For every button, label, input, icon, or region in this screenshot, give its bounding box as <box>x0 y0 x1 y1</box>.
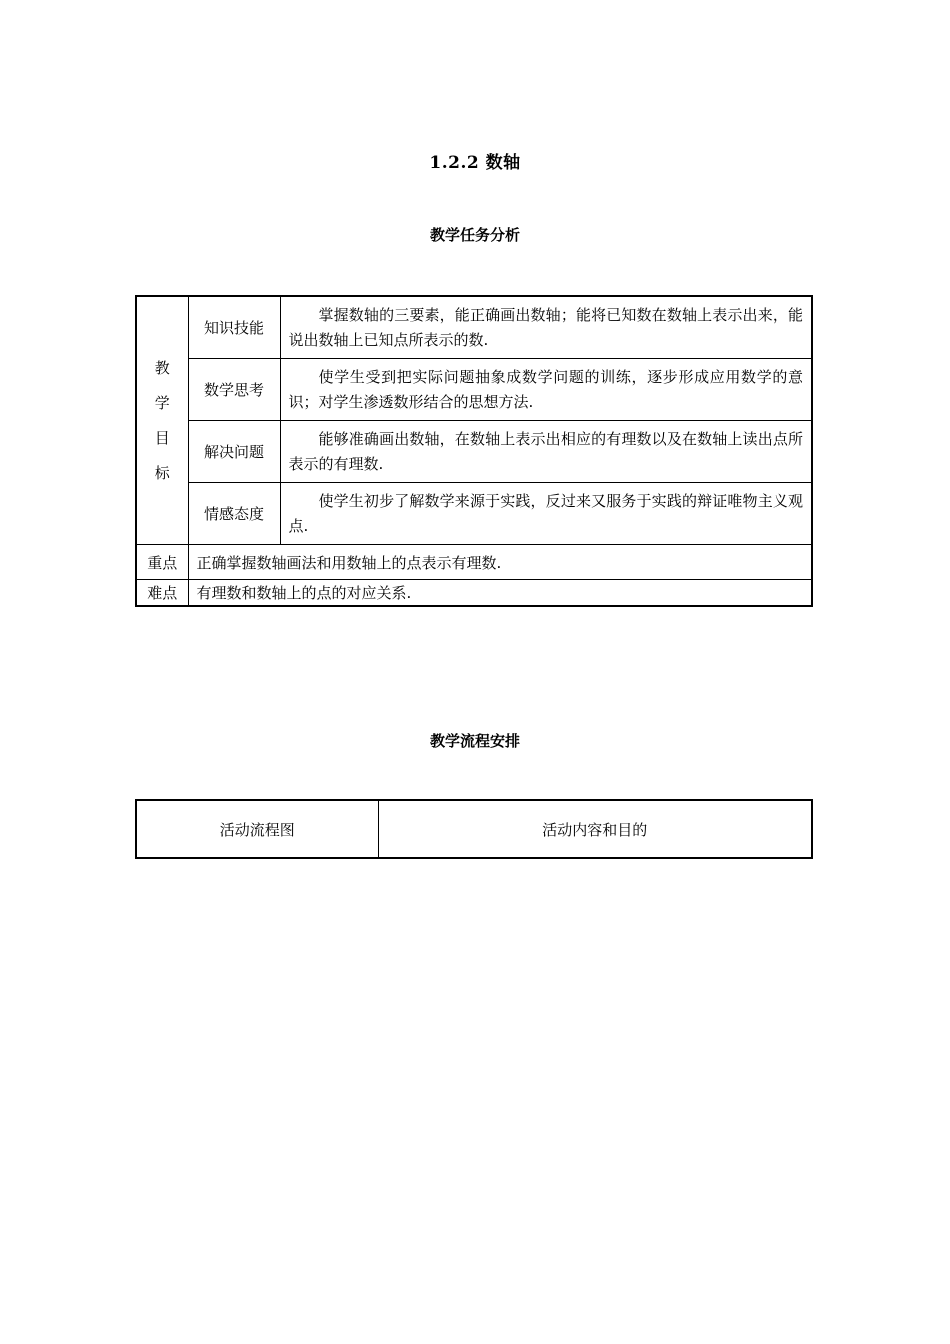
table-row <box>136 296 812 359</box>
key-point-text: 正确掌握数轴画法和用数轴上的点表示有理数. <box>188 545 812 580</box>
objective-text: 使学生初步了解数学来源于实践，反过来又服务于实践的辩证唯物主义观点. <box>280 483 812 545</box>
objective-aspect: 数学思考 <box>188 359 280 421</box>
objectives-label-char: 学 <box>154 393 170 412</box>
objectives-label-char: 教 <box>154 358 170 377</box>
objectives-label-char: 目 <box>154 428 170 447</box>
flow-table <box>135 799 813 859</box>
objective-aspect: 知识技能 <box>188 296 280 359</box>
table-row <box>136 580 812 607</box>
flow-content-header: 活动内容和目的 <box>378 800 812 858</box>
analysis-heading: 教学任务分析 <box>429 226 520 244</box>
difficult-point-text: 有理数和数轴上的点的对应关系. <box>188 580 812 607</box>
objective-text: 能够准确画出数轴，在数轴上表示出相应的有理数以及在数轴上读出点所表示的有理数. <box>280 421 812 483</box>
objective-text: 使学生受到把实际问题抽象成数学问题的训练，逐步形成应用数学的意识；对学生渗透数形结合的思想方法. <box>280 359 812 421</box>
objectives-label-char: 标 <box>154 463 170 482</box>
document-title: 1.2.2 数轴 <box>429 153 521 173</box>
table-row <box>136 359 812 421</box>
difficult-point-label: 难点 <box>136 580 188 607</box>
objective-text: 掌握数轴的三要素，能正确画出数轴；能将已知数在数轴上表示出来，能说出数轴上已知点所表示的数. <box>280 296 812 359</box>
key-point-label: 重点 <box>136 545 188 580</box>
flow-chart-header: 活动流程图 <box>136 800 378 858</box>
flow-heading: 教学流程安排 <box>429 732 520 750</box>
analysis-table <box>135 295 813 607</box>
objectives-label <box>136 296 188 545</box>
table-row <box>136 483 812 545</box>
objective-aspect: 解决问题 <box>188 421 280 483</box>
objective-aspect: 情感态度 <box>188 483 280 545</box>
table-row <box>136 800 812 858</box>
table-row <box>136 545 812 580</box>
table-row <box>136 421 812 483</box>
